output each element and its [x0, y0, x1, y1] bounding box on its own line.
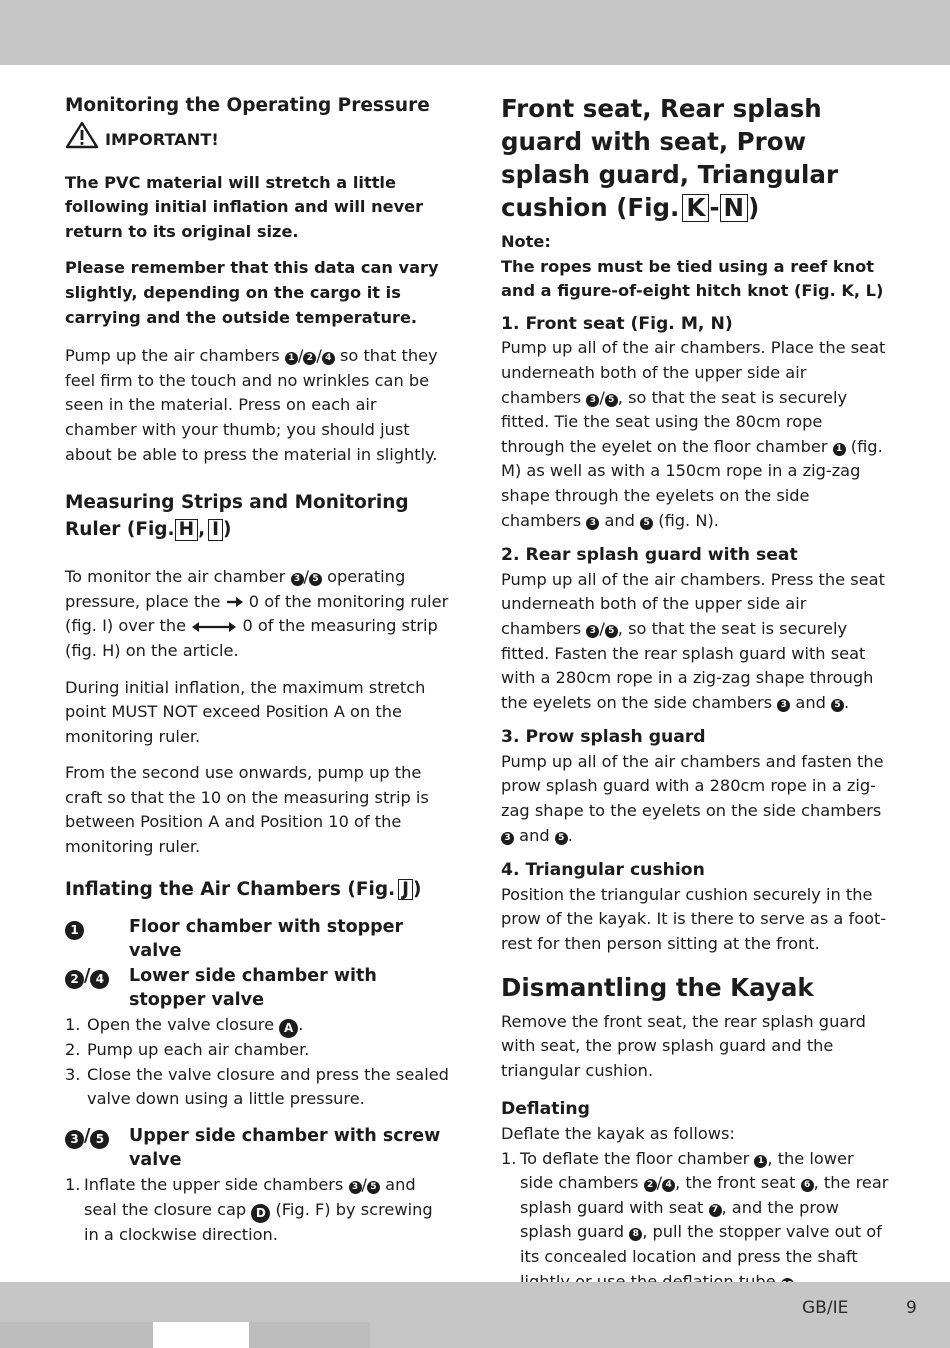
- slash: /: [297, 346, 304, 366]
- step-text-mid: and seal the closure cap: [84, 1175, 416, 1219]
- rear-paragraph: Pump up all of the air chambers. Press the seat underneath both of the upper side air chambers 3 / 5 , so that the seat is securely fitted. Fasten the rear splash guard with seat with a 280cm rope in a zig-zag shape through the eyelets on the side chambers 3 and 5 .: [501, 569, 885, 712]
- important-label: IMPORTANT!: [105, 130, 219, 149]
- step-text-pre: Open the valve closure: [87, 1015, 275, 1035]
- chamber-number: [65, 964, 129, 1013]
- deflate-text-4: , the rear splash guard with seat: [520, 1173, 889, 1217]
- rear-title: 2. Rear splash guard with seat: [501, 545, 798, 566]
- marker-1: 1: [754, 1155, 767, 1168]
- list-item: [65, 1013, 450, 1038]
- pvc-warning: The PVC material will stretch a little following initial inflation and will never return to its original size.: [65, 172, 424, 241]
- step-number: 1.: [65, 1175, 81, 1194]
- marker-3: 3: [586, 517, 599, 530]
- triangular-paragraph: Position the triangular cushion securely in the prow of the kayak. It is there to serve as a foot-rest for then person sitting at the front.: [501, 884, 887, 954]
- floor-chamber-label: Floor chamber with stopper valve: [129, 916, 404, 962]
- upper-chamber-label: Upper side chamber with screw valve: [129, 1125, 441, 1171]
- marker-8: 8: [629, 1228, 642, 1241]
- front-text-3: (fig. M) as well as with a 150cm rope in a zig-zag shape through the eyelets on the side chambers: [501, 436, 883, 530]
- note-label: Note:: [501, 232, 551, 251]
- valve-steps: [65, 1013, 450, 1112]
- list-item: [65, 1173, 450, 1247]
- marker-3: 3: [501, 832, 514, 845]
- marker-5: 5: [831, 699, 844, 712]
- fig-i-box: I: [208, 519, 223, 540]
- chamber-number: [65, 1124, 129, 1173]
- step-text: Pump up each air chamber.: [87, 1040, 310, 1060]
- deflating-steps: [501, 1147, 891, 1295]
- marker-2: 2: [303, 352, 316, 365]
- second-use-paragraph: From the second use onwards, pump up the craft so that the 10 on the measuring strip is between Position A and Position 10 of the monitoring ruler.: [65, 763, 429, 857]
- monitor-text-4: 0 of the measuring strip (fig. H) on the article.: [65, 616, 438, 660]
- right-column: [501, 92, 891, 1294]
- step-text-post: .: [298, 1015, 304, 1035]
- marker-6: 6: [801, 1179, 814, 1192]
- note-text: The ropes must be tied using a reef knot and a figure-of-eight hitch knot (Fig. K, L): [501, 256, 884, 301]
- marker-5: 5: [90, 1130, 109, 1149]
- header-band: [0, 0, 950, 65]
- rear-text-2: , so that the seat is securely fitted. Fasten the rear splash guard with seat with a 280cm rope in a zig-zag shape through the eyelets on the side chambers: [501, 618, 874, 712]
- list-item: [65, 1063, 450, 1112]
- marker-5: 5: [605, 625, 618, 638]
- warning-icon: [65, 121, 99, 149]
- prow-paragraph: Pump up all of the air chambers and fasten the prow splash guard with a 280cm rope in a zig-zag shape to the eyelets on the side chambers 3 and 5 .: [501, 751, 884, 845]
- footer-white-box: [153, 1322, 249, 1348]
- floor-chamber-row: [65, 915, 450, 964]
- left-column: [65, 92, 450, 1247]
- deflate-text-2: , the lower side chambers: [520, 1148, 854, 1193]
- marker-3: 3: [777, 699, 790, 712]
- upper-chamber-row: [65, 1124, 450, 1173]
- front-text-2: , so that the seat is securely fitted. Tie the seat using the 80cm rope through the eyelet on the floor chamber: [501, 387, 848, 456]
- strips-title: Measuring Strips and Monitoring Ruler (Fig. H , I ): [65, 492, 409, 541]
- fig-j-box: J: [398, 879, 413, 900]
- rear-text-1: Pump up all of the air chambers. Press the seat underneath both of the upper side air chambers: [501, 569, 885, 638]
- pump-text-1: Pump up the air chambers: [65, 346, 280, 366]
- marker-7: 7: [709, 1204, 722, 1217]
- marker-4: 4: [90, 970, 109, 989]
- slash: /: [84, 965, 91, 986]
- deflate-text-5: , and the prow splash guard: [520, 1197, 839, 1242]
- inflating-title-text: Inflating the Air Chambers (Fig.: [65, 878, 396, 900]
- chamber-number: [65, 915, 129, 964]
- marker-3: 3: [291, 573, 304, 586]
- during-paragraph: During initial inflation, the maximum stretch point MUST NOT exceed Position A on the monitoring ruler.: [65, 677, 426, 746]
- step-text-pre: Inflate the upper side chambers: [84, 1175, 344, 1194]
- deflate-text-1: To deflate the floor chamber: [520, 1148, 750, 1168]
- marker-5: 5: [555, 832, 568, 845]
- step-text: Close the valve closure and press the sealed valve down using a little pressure.: [87, 1064, 449, 1109]
- pump-text-2: so that they feel firm to the touch and no wrinkles can be seen in the material. Press on each air chamber with your thumb; you should just about be able to press the material in slightly.: [65, 346, 438, 464]
- marker-4: 4: [662, 1179, 675, 1192]
- lower-chamber-label: Lower side chamber with stopper valve: [129, 965, 377, 1011]
- deflate-text-6: , pull the stopper valve out of its concealed location and press the shaft: [520, 1222, 882, 1266]
- important-line: [65, 121, 450, 153]
- front-text-4: and: [604, 510, 635, 530]
- marker-d: D: [251, 1204, 270, 1223]
- language-code: GB/IE: [802, 1298, 849, 1318]
- double-arrow-icon: [191, 621, 237, 633]
- fig-n-box: N: [720, 194, 749, 222]
- step-text: [87, 1013, 450, 1038]
- pump-paragraph: [65, 344, 450, 467]
- step-text: [520, 1147, 891, 1295]
- list-item: [65, 1038, 450, 1063]
- marker-5: 5: [640, 517, 653, 530]
- marker-3: 3: [349, 1181, 362, 1194]
- marker-2: 2: [644, 1179, 657, 1192]
- inflating-title: Inflating the Air Chambers (Fig. J ): [65, 878, 422, 900]
- step-number: 1.: [65, 1015, 81, 1035]
- front-seat-paragraph: [501, 336, 891, 533]
- right-arrow-icon: [226, 596, 244, 608]
- prow-title: 3. Prow splash guard: [501, 727, 706, 748]
- marker-3: 3: [586, 625, 599, 638]
- front-text-1: Pump up all of the air chambers. Place the seat underneath both of the upper side air chambers: [501, 338, 886, 407]
- marker-5: 5: [367, 1181, 380, 1194]
- step-number: 1.: [501, 1148, 517, 1168]
- front-seat-title: 1. Front seat (Fig. M, N): [501, 313, 733, 334]
- marker-a: A: [279, 1019, 298, 1038]
- slash: /: [303, 567, 309, 587]
- rear-text-3: and: [795, 692, 826, 712]
- accessories-title: Front seat, Rear splash guard with seat, Prow splash guard, Triangular cushion (Fig. K - N ): [501, 94, 839, 222]
- data-warning: Please remember that this data can vary slightly, depending on the cargo it is carrying and the outside temperature.: [65, 258, 439, 327]
- footer-band: [0, 1282, 950, 1348]
- accessories-title-text: Front seat, Rear splash guard with seat, Prow splash guard, Triangular cushion (Fig.: [501, 94, 839, 222]
- page-number: 9: [906, 1298, 917, 1318]
- lower-chamber-row: [65, 964, 450, 1013]
- front-text-5: (fig. N).: [658, 510, 719, 530]
- slash: /: [656, 1173, 663, 1193]
- marker-5: 5: [605, 394, 618, 407]
- slash: /: [599, 618, 605, 638]
- list-item: [501, 1147, 891, 1295]
- marker-5: 5: [309, 573, 322, 586]
- slash: /: [316, 346, 322, 366]
- monitor-text-3: 0 of the monitoring ruler (fig. I) over the: [65, 591, 449, 636]
- monitor-text-1: To monitor the air chamber: [65, 567, 286, 587]
- step-text: [84, 1173, 450, 1247]
- strips-title-text: Measuring Strips and Monitoring Ruler (Fig.: [65, 492, 409, 541]
- slash: /: [361, 1175, 367, 1194]
- triangular-title: 4. Triangular cushion: [501, 860, 705, 881]
- deflating-intro: Deflate the kayak as follows:: [501, 1124, 735, 1143]
- marker-2: 2: [65, 970, 84, 989]
- monitor-text-2: operating pressure, place the: [65, 567, 406, 611]
- monitor-paragraph: [65, 565, 450, 663]
- prow-text-1: Pump up all of the air chambers and fasten the prow splash guard with a 280cm rope in a zig-zag shape to the eyelets on the side chambers: [501, 751, 884, 821]
- marker-1: 1: [65, 921, 84, 940]
- dismantling-paragraph: Remove the front seat, the rear splash guard with seat, the prow splash guard and the triangular cushion.: [501, 1011, 866, 1080]
- step-number: 2.: [65, 1040, 81, 1060]
- marker-3: 3: [65, 1130, 84, 1149]
- deflate-text-3: , the front seat: [675, 1173, 796, 1193]
- fig-h-box: H: [175, 519, 198, 540]
- slash: /: [599, 387, 605, 407]
- marker-4: 4: [322, 352, 335, 365]
- screw-valve-steps: [65, 1173, 450, 1247]
- fig-k-box: K: [682, 194, 709, 222]
- dismantling-title: Dismantling the Kayak: [501, 972, 814, 1002]
- slash: /: [84, 1125, 91, 1146]
- step-text-post: (Fig. F) by screwing in a clockwise direction.: [84, 1199, 433, 1244]
- marker-3: 3: [586, 394, 599, 407]
- marker-1: 1: [833, 443, 846, 456]
- step-number: 3.: [65, 1064, 81, 1084]
- deflating-title: Deflating: [501, 1099, 590, 1120]
- marker-1: 1: [285, 352, 298, 365]
- prow-text-2: and: [519, 825, 550, 845]
- monitoring-title: Monitoring the Operating Pressure: [65, 95, 430, 116]
